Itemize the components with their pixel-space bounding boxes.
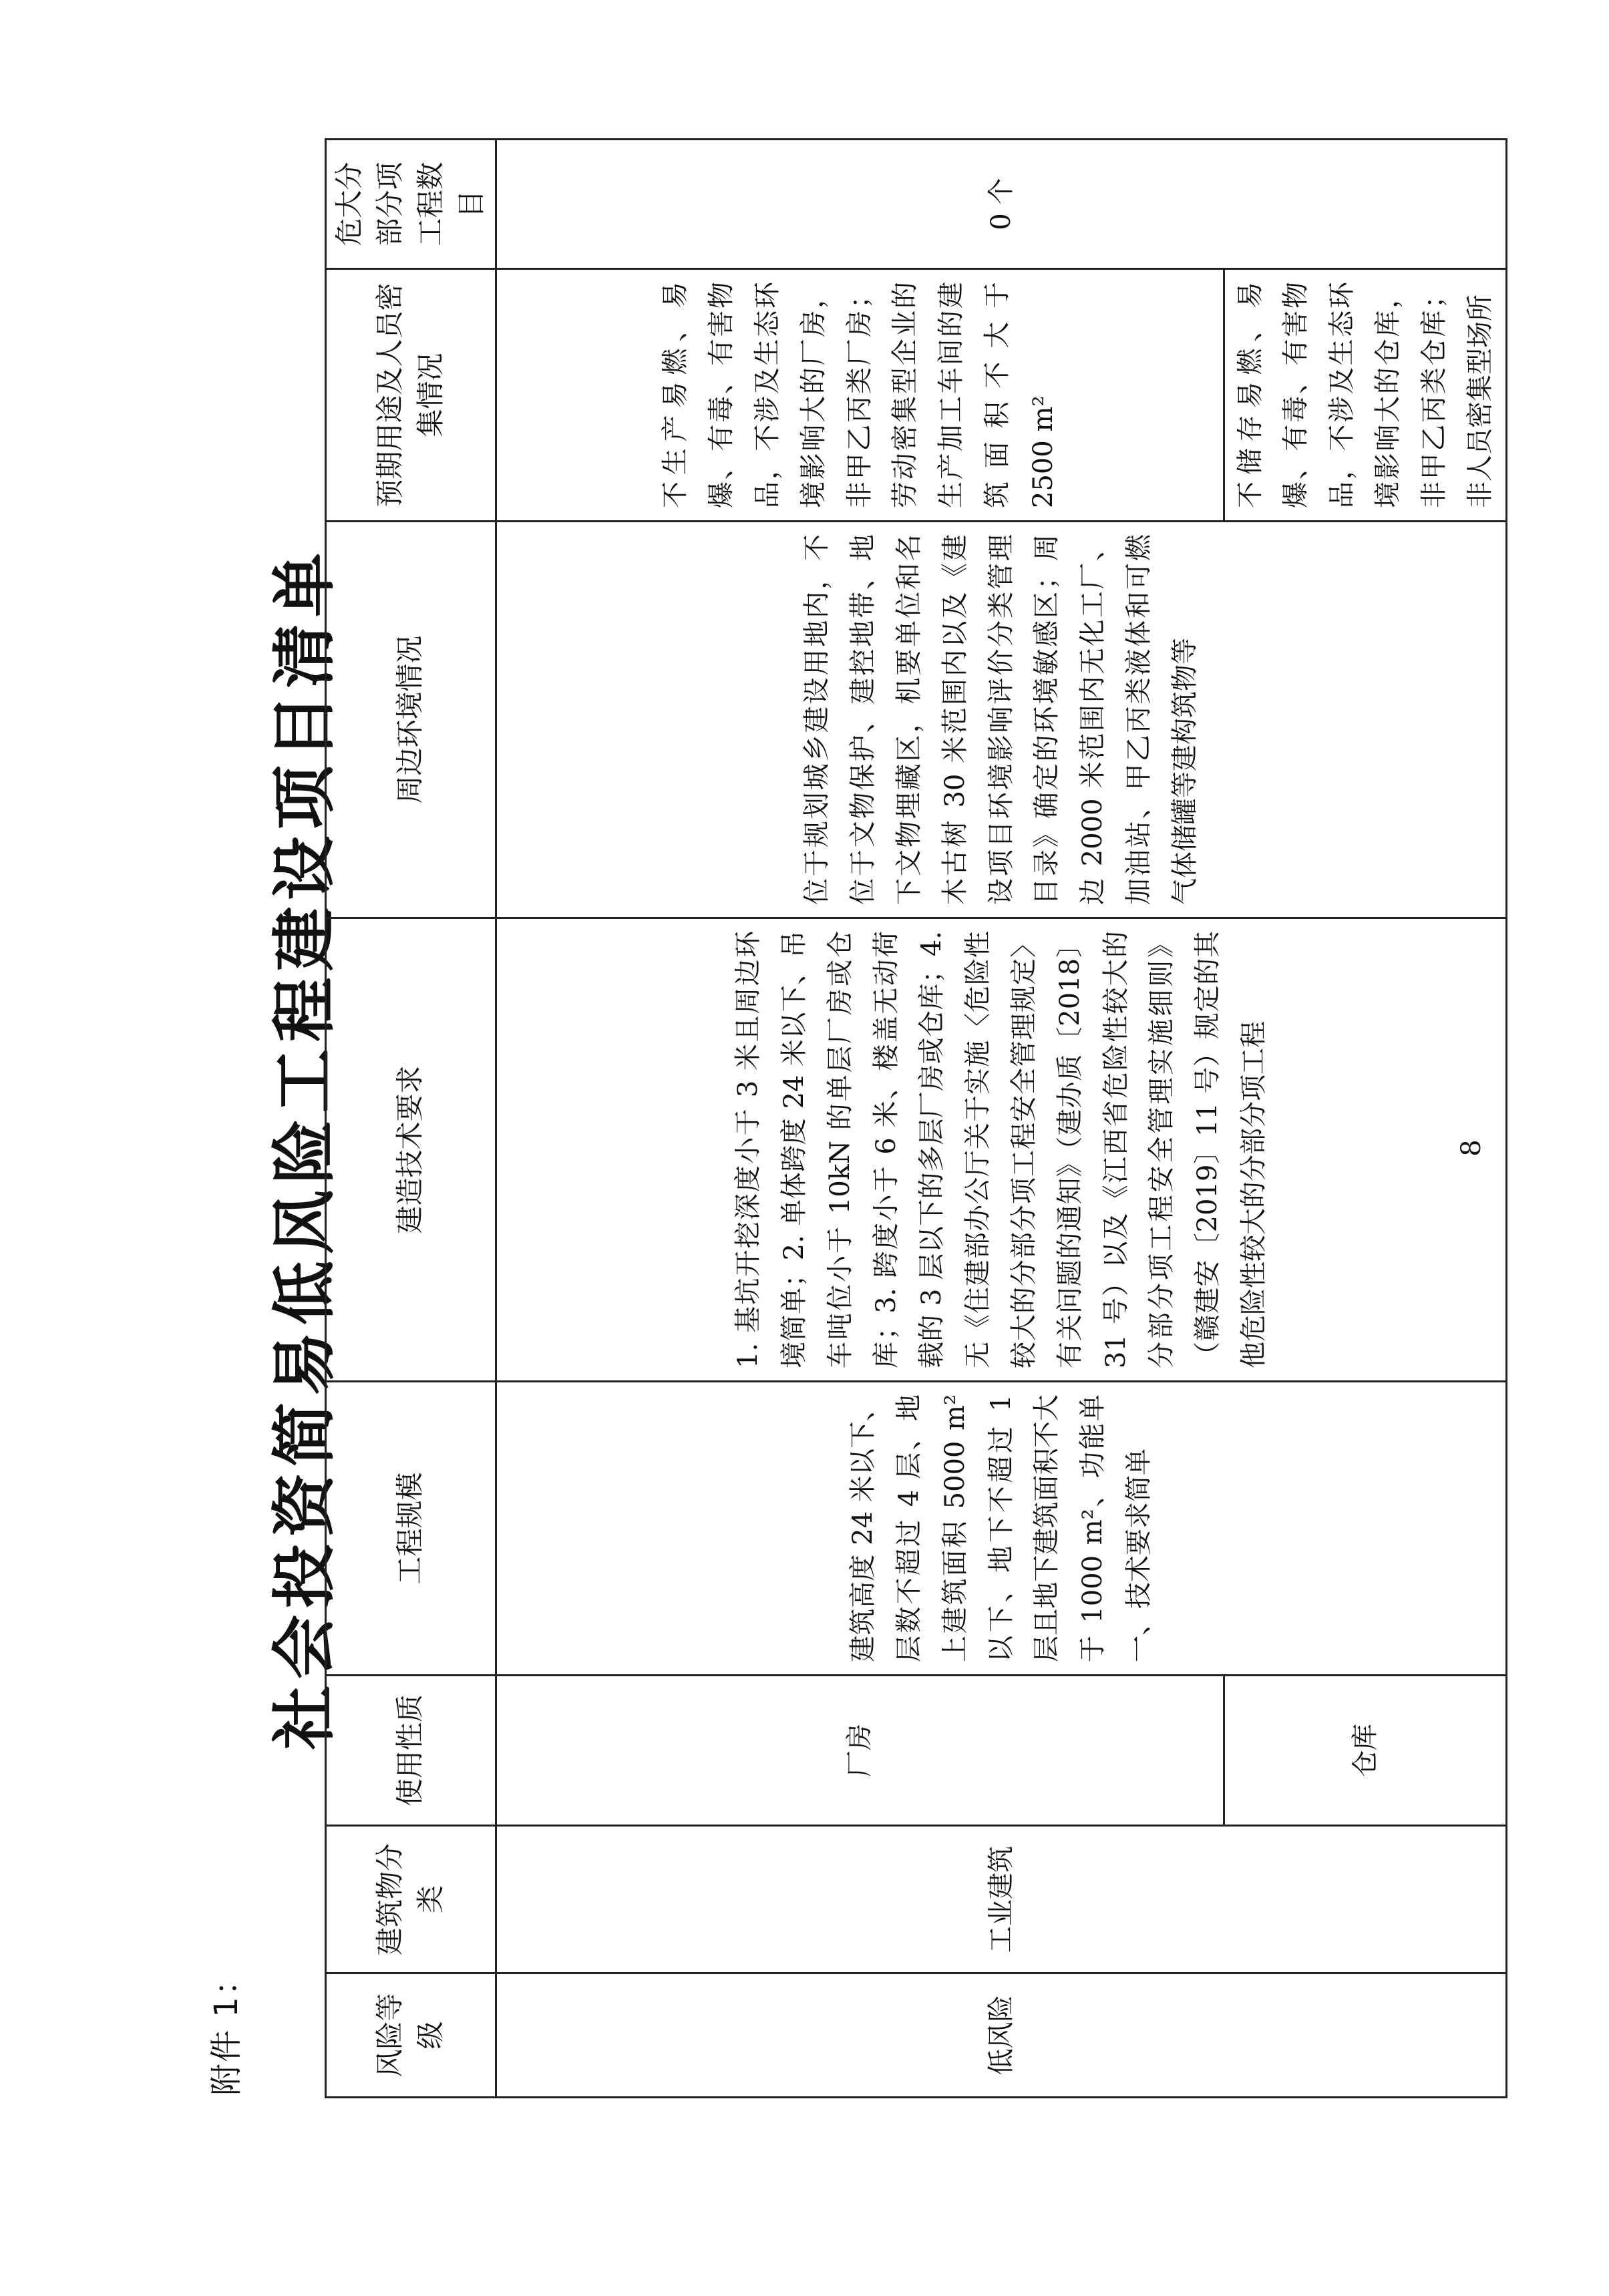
cell-project-scale: 建筑高度 24 米以下、层数不超过 4 层、地上建筑面积 5000 m² 以下、地下不超过 1 层且地下建筑面积不大于 1000 m²、功能单一、技术要求简单 — [496, 1382, 1507, 1676]
cell-use-warehouse: 仓库 — [1224, 1676, 1507, 1826]
cell-intended-use-factory: 不生产易燃、易爆、有毒、有害物品，不涉及生态环境影响大的厂房，非甲乙丙类厂房；劳动密集型企业的生产加工车间的建筑面积不大于 2500 m² — [496, 269, 1224, 522]
cell-surroundings: 位于规划城乡建设用地内，不位于文物保护、建控地带、地下文物埋藏区，机要单位和名木古树 30 米范围内以及《建设项目环境影响评价分类管理目录》确定的环境敏感区；周边 2000 米范围内无化工厂、加油站、甲乙丙类液体和可燃气体储罐等建构筑物等 — [496, 522, 1507, 918]
page-number: 8 — [1456, 1139, 1487, 1157]
header-use-nature: 使用性质 — [326, 1676, 496, 1826]
header-dangerous-subprojects: 危大分部分项工程数目 — [326, 140, 496, 269]
header-project-scale: 工程规模 — [326, 1382, 496, 1676]
header-risk-level: 风险等级 — [326, 1973, 496, 2098]
header-surroundings: 周边环境情况 — [326, 522, 496, 918]
attachment-label: 附件 1： — [208, 1962, 245, 2096]
cell-dangerous-subprojects: 0 个 — [496, 140, 1507, 269]
cell-tech-requirements: 1. 基坑开挖深度小于 3 米且周边环境简单；2. 单体跨度 24 米以下、吊车吨位小于 10kN 的单层厂房或仓库；3. 跨度小于 6 米、楼盖无动荷载的 3 层以下的多层厂房或仓库；4. 无《住建部办公厅关于实施〈危险性较大的分部分项工程安全管理规定〉有关问题的通知》（建办质〔2018〕31 号）以及《江西省危险性较大的分部分项工程安全管理实施细则》（赣建安〔2019〕11 号）规定的其他危险性较大的分部分项工程 — [496, 918, 1507, 1382]
cell-use-factory: 厂房 — [496, 1676, 1224, 1826]
page-title: 社会投资简易低风险工程建设项目清单 — [267, 546, 342, 1750]
header-row — [326, 140, 496, 2098]
cell-risk-level: 低风险 — [496, 1973, 1507, 2098]
header-building-class: 建筑物分类 — [326, 1826, 496, 1973]
table-row-factory — [496, 140, 1224, 2098]
cell-intended-use-warehouse: 不储存易燃、易爆、有毒、有害物品，不涉及生态环境影响大的仓库，非甲乙丙类仓库；非人员密集型场所 — [1224, 269, 1507, 522]
header-tech-requirements: 建造技术要求 — [326, 918, 496, 1382]
header-intended-use: 预期用途及人员密集情况 — [326, 269, 496, 522]
project-list-table — [325, 138, 1507, 2098]
cell-building-class: 工业建筑 — [496, 1826, 1507, 1973]
